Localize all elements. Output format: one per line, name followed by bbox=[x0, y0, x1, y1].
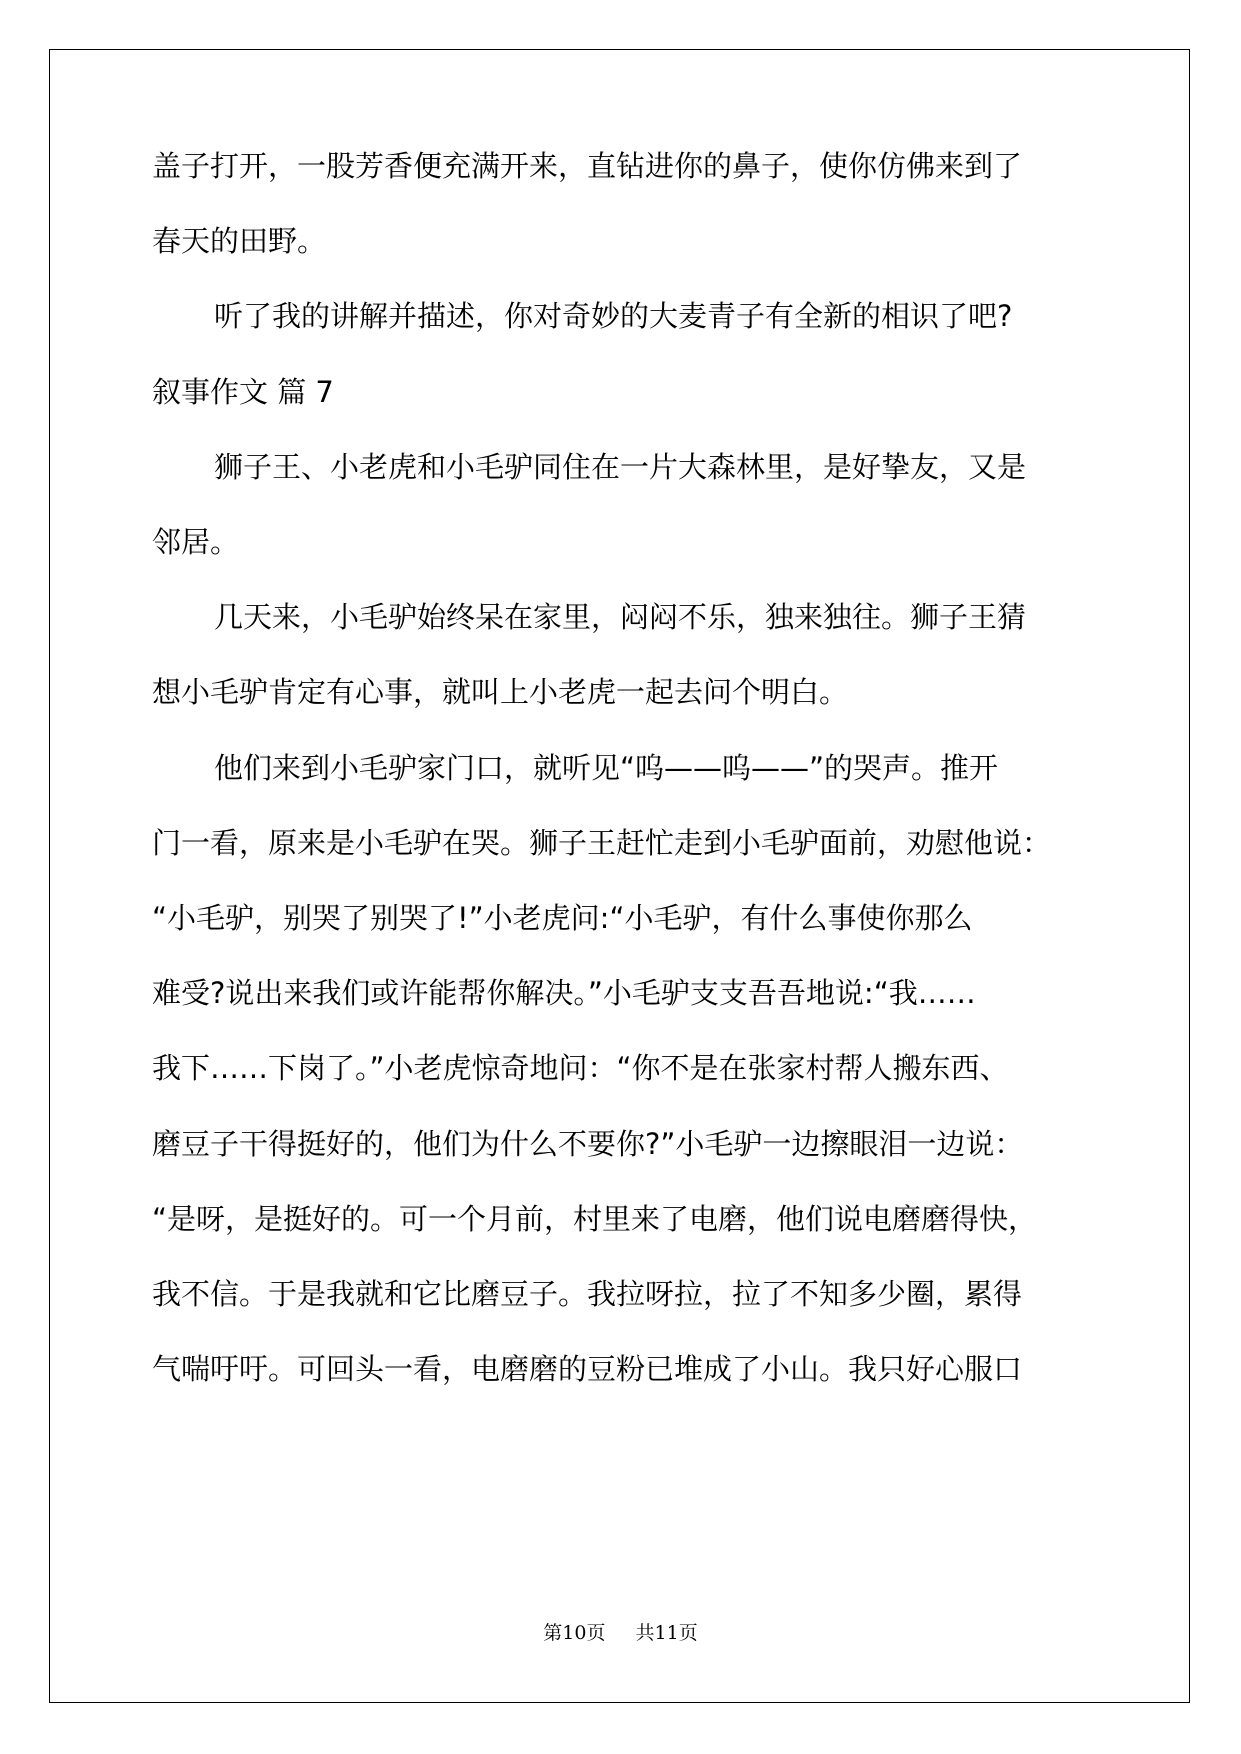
text-line: 盖子打开，一股芳香便充满开来，直钻进你的鼻子，使你仿佛来到了 bbox=[152, 149, 1023, 183]
text-line: 想小毛驴肯定有心事，就叫上小老虎一起去问个明白。 bbox=[152, 675, 849, 710]
text-line: 叙事作文 篇 7 bbox=[152, 374, 334, 409]
page-total: 共11页 bbox=[635, 1622, 698, 1644]
text-line: 难受?说出来我们或许能帮你解决。”小毛驴支支吾吾地说:“我…… bbox=[152, 976, 976, 1011]
text-line: 他们来到小毛驴家门口，就听见“呜——呜——”的哭声。推开 bbox=[214, 750, 999, 785]
page-footer bbox=[0, 1618, 1241, 1645]
text-line: 几天来，小毛驴始终呆在家里，闷闷不乐，独来独往。狮子王猜 bbox=[214, 600, 1027, 635]
text-line: 春天的田野。 bbox=[152, 224, 327, 259]
text-line: 气喘吁吁。可回头一看，电磨磨的豆粉已堆成了小山。我只好心服口 bbox=[152, 1352, 1023, 1387]
text-line: “小毛驴，别哭了别哭了!”小老虎问:“小毛驴，有什么事使你那么 bbox=[152, 901, 973, 935]
text-line: 门一看，原来是小毛驴在哭。狮子王赶忙走到小毛驴面前，劝慰他说： bbox=[152, 825, 1052, 860]
text-line: 磨豆子干得挺好的，他们为什么不要你?”小毛驴一边擦眼泪一边说： bbox=[152, 1126, 1024, 1161]
text-line: 狮子王、小老虎和小毛驴同住在一片大森林里，是好挚友，又是 bbox=[214, 449, 1027, 484]
text-line: 我不信。于是我就和它比磨豆子。我拉呀拉，拉了不知多少圈，累得 bbox=[152, 1277, 1023, 1311]
text-line: 邻居。 bbox=[152, 525, 240, 559]
text-line: “是呀，是挺好的。可一个月前，村里来了电磨，他们说电磨磨得快， bbox=[152, 1201, 1038, 1236]
text-line: 我下……下岗了。”小老虎惊奇地问：“你不是在张家村帮人搬东西、 bbox=[152, 1051, 1009, 1086]
page-number: 第10页 bbox=[543, 1622, 606, 1644]
text-line: 听了我的讲解并描述，你对奇妙的大麦青子有全新的相识了吧? bbox=[214, 299, 1013, 334]
